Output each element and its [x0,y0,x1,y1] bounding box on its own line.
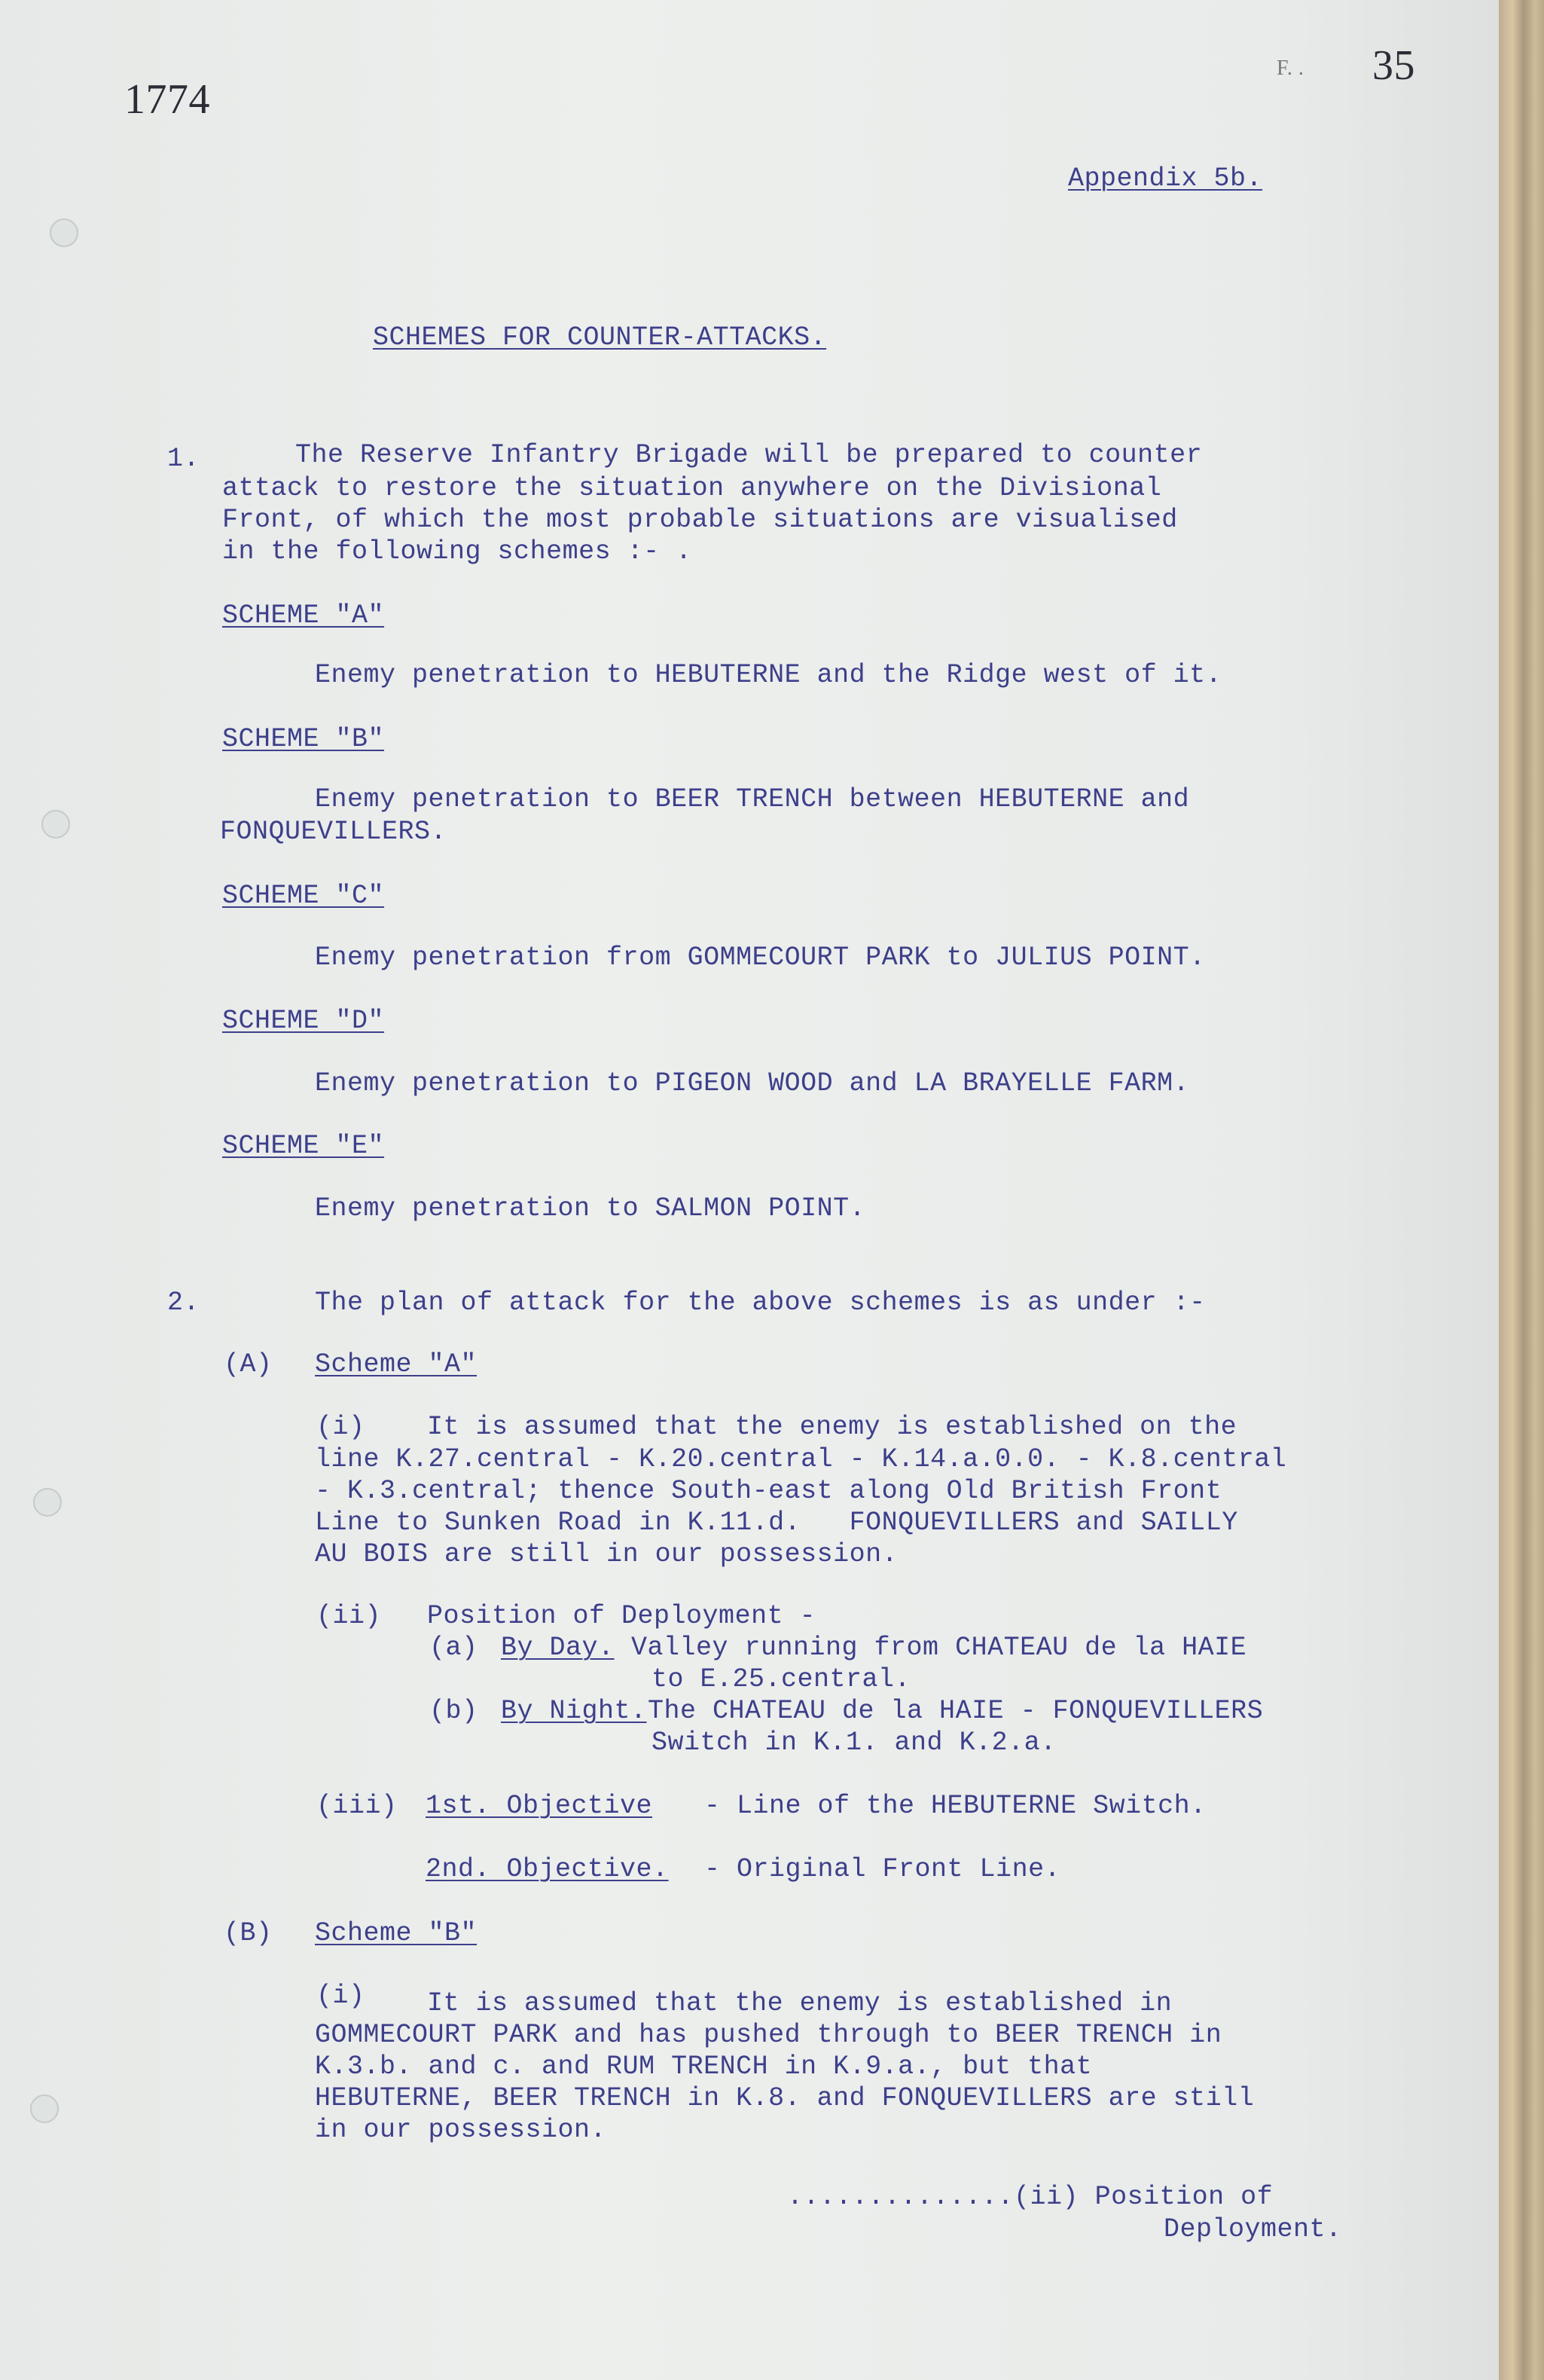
subsection-heading: Scheme "B" [315,1918,478,1948]
scheme-heading: SCHEME "B" [222,724,385,754]
item-text: GOMMECOURT PARK and has pushed through to BEER TRENCH in [315,2020,1222,2050]
sub-item-key: By Day. [501,1633,615,1663]
para1-line: Front, of which the most probable situations are visualised [222,505,1178,535]
sub-item-text: to E.25.central. [651,1664,911,1694]
archive-number: 1774 [124,76,210,123]
para-number: 2. [167,1288,200,1318]
para1-line: in the following schemes :- . [222,536,692,567]
scheme-heading: SCHEME "C" [222,881,385,911]
sub-item-text: Switch in K.1. and K.2.a. [651,1728,1057,1758]
para1-line: attack to restore the situation anywhere on the Divisional [222,473,1162,503]
objective-text: - Line of the HEBUTERNE Switch. [704,1791,1207,1821]
item-text: It is assumed that the enemy is established in [427,1988,1173,2018]
binding-edge [1499,0,1544,2380]
scheme-text: Enemy penetration to PIGEON WOOD and LA BRAYELLE FARM. [315,1068,1190,1098]
appendix-label: Appendix 5b. [1068,163,1263,194]
item-label: (ii) [316,1601,382,1631]
scheme-heading: SCHEME "E" [222,1131,385,1161]
scheme-text: Enemy penetration to BEER TRENCH between HEBUTERNE and [315,784,1190,814]
sub-item-label: (b) [429,1696,478,1726]
punch-hole [41,810,70,839]
document-title: SCHEMES FOR COUNTER-ATTACKS. [373,322,827,353]
sub-item-text: Valley running from CHATEAU de la HAIE [631,1633,1247,1663]
scheme-text: Enemy penetration to HEBUTERNE and the Ridge west of it. [315,660,1222,690]
scheme-text: Enemy penetration from GOMMECOURT PARK to JULIUS POINT. [315,943,1206,973]
scheme-heading: SCHEME "A" [222,600,385,631]
item-text: line K.27.central - K.20.central - K.14.a.0.0. - K.8.central [315,1444,1287,1474]
item-text: HEBUTERNE, BEER TRENCH in K.8. and FONQUEVILLERS are still [315,2083,1255,2113]
item-text: - K.3.central; thence South-east along Old British Front [315,1476,1222,1506]
para1-line: The Reserve Infantry Brigade will be prepared to counter [295,440,1203,470]
punch-hole [50,218,78,247]
item-text: in our possession. [315,2115,607,2145]
subsection-label: (A) [224,1349,273,1379]
sub-item-label: (a) [429,1633,478,1663]
scheme-text: Enemy penetration to SALMON POINT. [315,1193,866,1224]
folio-number: 35 [1372,42,1415,89]
subsection-label: (B) [224,1918,273,1948]
subsection-heading: Scheme "A" [315,1349,478,1379]
sub-item-text: The CHATEAU de la HAIE - FONQUEVILLERS [648,1696,1264,1726]
item-label: (i) [316,1981,365,2011]
continuation-text: Deployment. [1164,2214,1342,2244]
scheme-heading: SCHEME "D" [222,1006,385,1036]
folio-mark: F. . [1277,57,1304,80]
item-text: Position of Deployment - [427,1601,816,1631]
item-text: K.3.b. and c. and RUM TRENCH in K.9.a., but that [315,2052,1093,2082]
objective-key: 2nd. Objective. [426,1854,669,1884]
objective-key: 1st. Objective [426,1791,653,1821]
continuation-text: ..............(ii) Position of [787,2182,1274,2212]
item-text: It is assumed that the enemy is established on the [427,1412,1237,1442]
item-label: (iii) [316,1791,398,1821]
punch-hole [30,2094,59,2123]
para2-intro: The plan of attack for the above schemes is as under :- [315,1288,1206,1318]
para-number: 1. [167,444,200,474]
item-text: Line to Sunken Road in K.11.d. FONQUEVILLERS and SAILLY [315,1508,1238,1538]
item-label: (i) [316,1412,365,1442]
sub-item-key: By Night. [501,1696,647,1726]
objective-text: - Original Front Line. [704,1854,1061,1884]
punch-hole [33,1488,62,1517]
item-text: AU BOIS are still in our possession. [315,1539,899,1569]
scheme-text: FONQUEVILLERS. [220,817,447,847]
